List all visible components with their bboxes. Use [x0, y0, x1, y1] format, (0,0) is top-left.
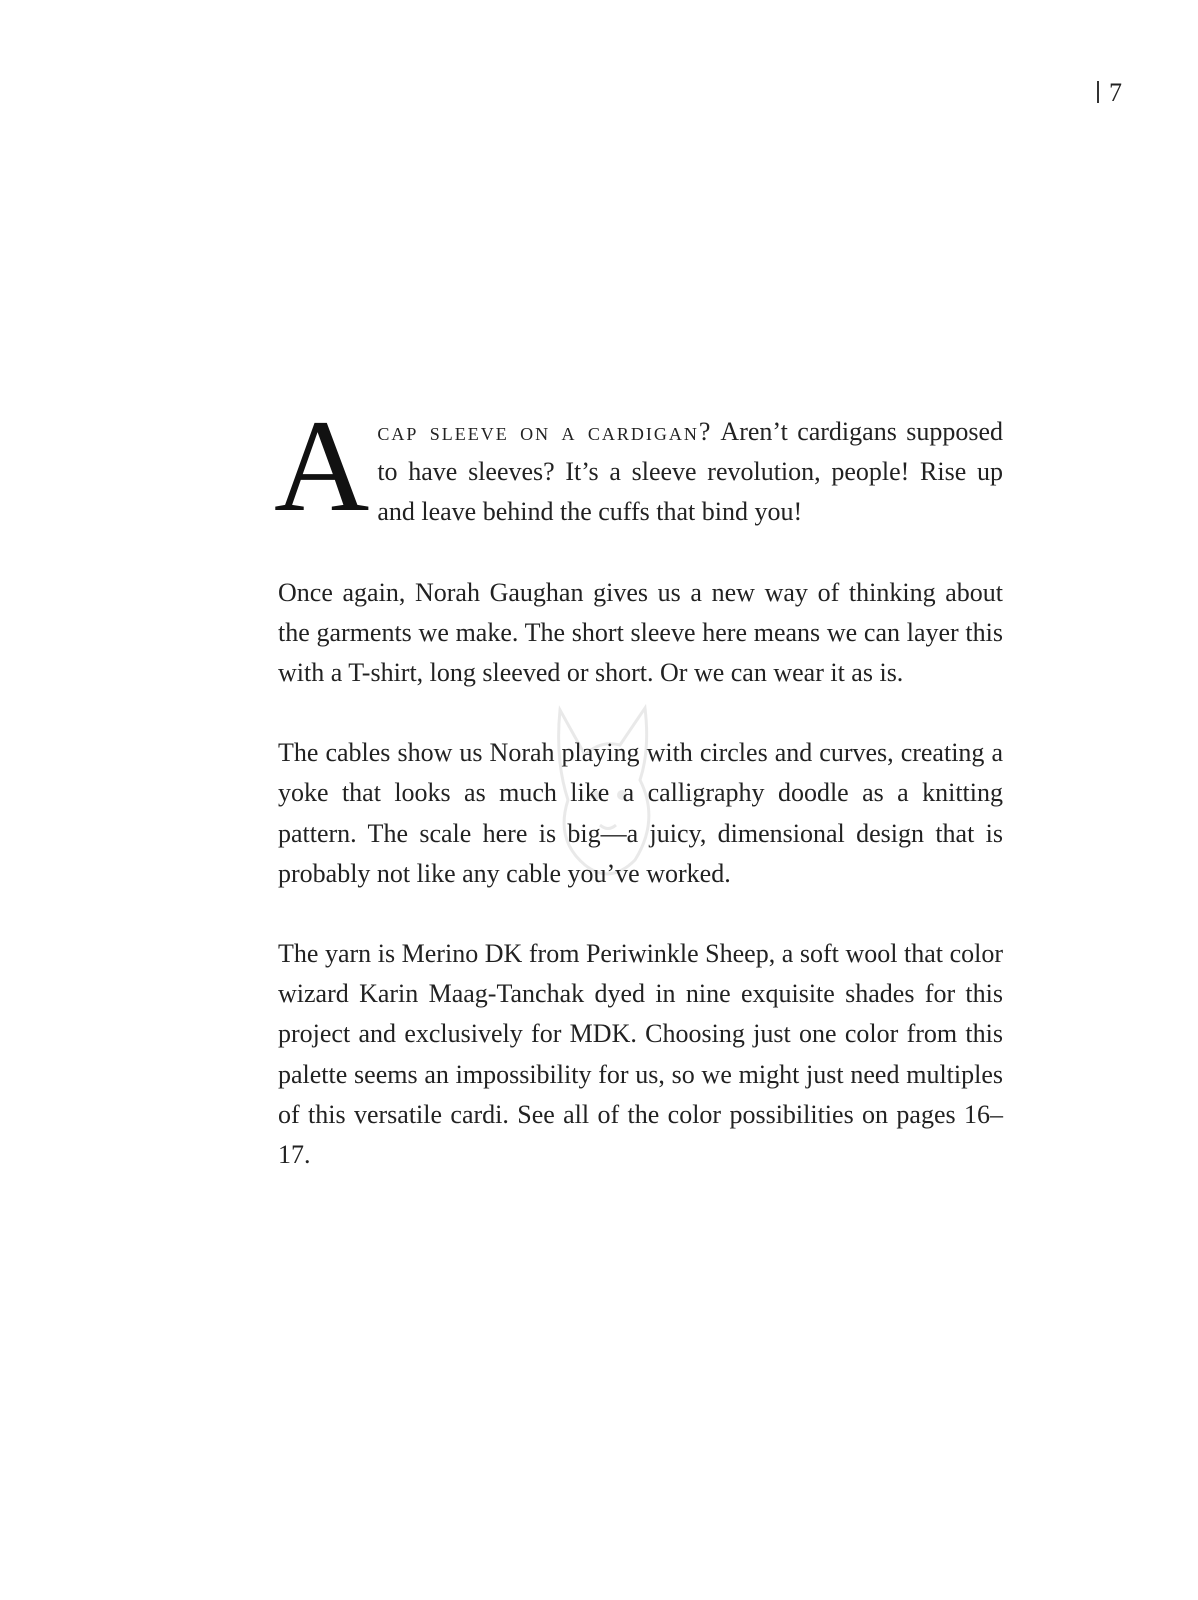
- lead-paragraph: [274, 392, 1003, 539]
- paragraph-3: The yarn is Merino DK from Periwinkle Sheep, a soft wool that color wizard Karin Maag-Tanchak dyed in nine exquisite shades for this project and exclusively for MDK. Choosing just one color from this palette seems an impossibility for us, so we might just need multiples of this versatile cardi. See all of the color possibilities on pages 16–17.: [278, 939, 1003, 1170]
- page-number: [1097, 78, 1122, 108]
- lead-smallcaps: cap sleeve on a cardigan?: [377, 417, 713, 446]
- page-number-value: 7: [1109, 78, 1122, 107]
- drop-cap-letter: A: [274, 392, 370, 539]
- paragraph-2: The cables show us Norah playing with circles and curves, creating a yoke that looks as much like a calligraphy doodle as a knitting pattern. The scale here is big—a juicy, dimensional design that is probably not like any cable you’ve worked.: [278, 738, 1003, 888]
- paragraph-1: Once again, Norah Gaughan gives us a new way of thinking about the garments we make. The short sleeve here means we can layer this with a T-shirt, long sleeved or short. Or we can wear it as is.: [278, 577, 1003, 688]
- lead-text: Aren’t cardigans supposed to have sleeves? It’s a sleeve revolution, people! Rise up and leave behind the cuffs that bind you!: [377, 417, 1003, 527]
- page-number-rule: [1097, 81, 1099, 103]
- article-body: [274, 392, 1003, 1215]
